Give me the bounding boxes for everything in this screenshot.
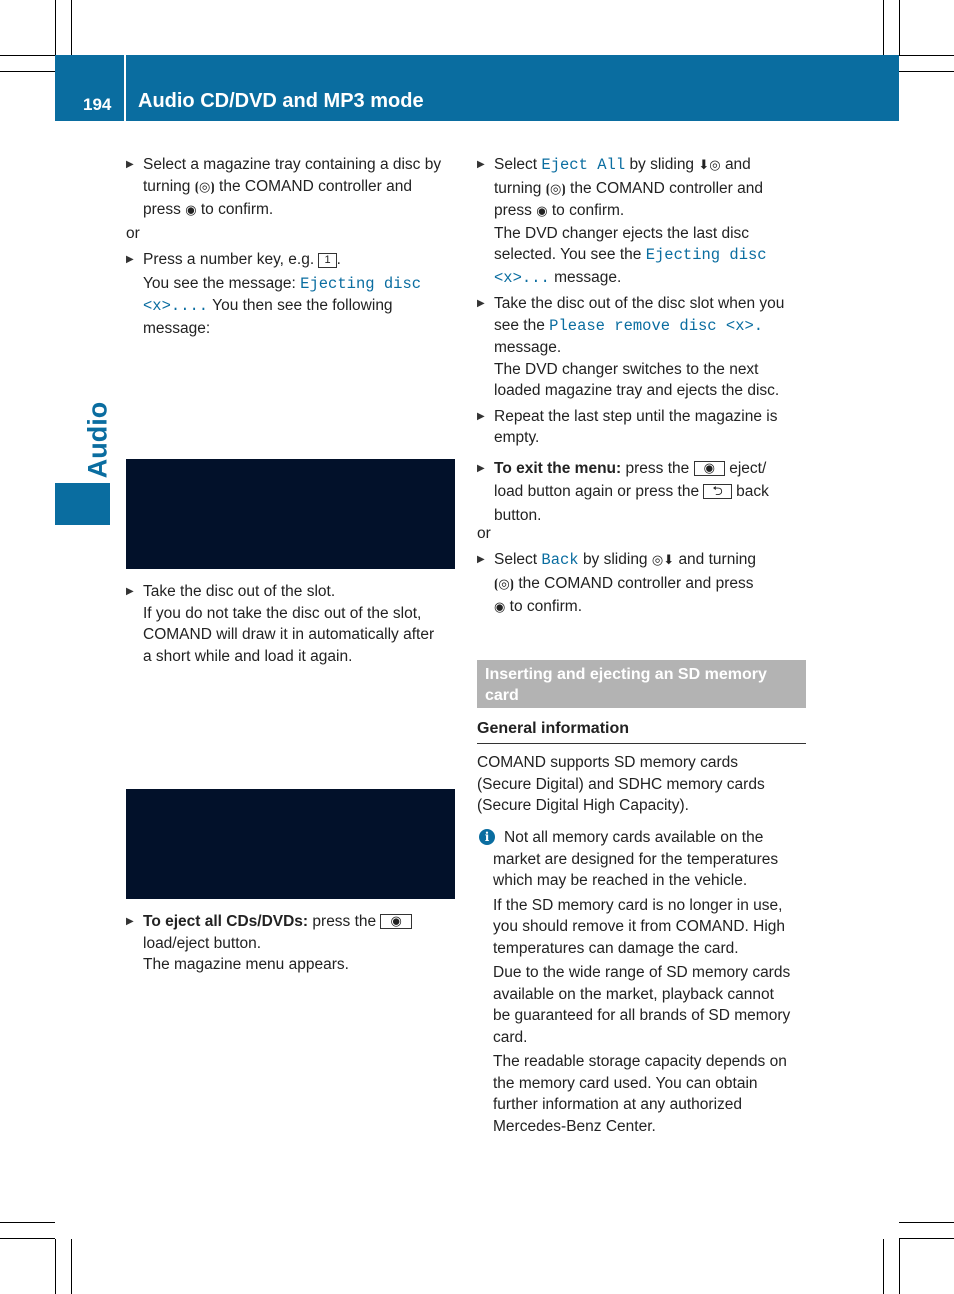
page-number: 194 xyxy=(83,95,112,114)
crop-mark xyxy=(883,0,884,55)
eject-button-icon: ◉ xyxy=(694,461,725,476)
subheading-rule xyxy=(477,743,806,744)
step-text: Select a magazine tray containing a disc by xyxy=(143,156,442,173)
arrow-icon: ▶ xyxy=(126,916,134,927)
arrow-icon: ▶ xyxy=(477,410,485,422)
paragraph-text: (Secure Digital) and SDHC memory cards xyxy=(477,775,765,793)
general-info-paragraph xyxy=(477,752,812,817)
step-text: ⦗◎⦘ the COMAND controller and press xyxy=(494,574,754,592)
arrow-icon: ▶ xyxy=(126,159,134,170)
arrow-icon: ▶ xyxy=(126,586,134,597)
crop-mark xyxy=(899,1239,900,1294)
note-text: which may be reached in the vehicle. xyxy=(493,872,748,889)
step-text: If you do not take the disc out of the slot, xyxy=(143,604,422,622)
left-steps-3 xyxy=(126,581,461,667)
side-tab-label: Audio xyxy=(82,401,113,479)
controller-turn-icon: ⦗◎⦘ xyxy=(494,576,515,592)
info-icon: i xyxy=(479,829,495,845)
menu-item-label: Back xyxy=(541,551,579,569)
eject-button-icon: ◉ xyxy=(380,914,411,929)
crop-mark xyxy=(55,0,56,55)
crop-mark xyxy=(899,1238,954,1239)
step-text: The magazine menu appears. xyxy=(143,956,349,973)
step-text: loaded magazine tray and ejects the disc. xyxy=(494,382,780,399)
step-text: Select Eject All by sliding ⬇◎ and xyxy=(494,156,751,174)
step-text: turning ⦗◎⦘ the COMAND controller and xyxy=(143,177,413,195)
page-title: Audio CD/DVD and MP3 mode xyxy=(138,90,424,112)
crop-mark xyxy=(899,1222,954,1223)
display-screenshot xyxy=(126,789,455,899)
list-item xyxy=(477,549,812,619)
step-text: load/eject button. xyxy=(143,934,262,952)
menu-item-label: Eject All xyxy=(541,156,626,174)
controller-turn-icon: ⦗◎⦘ xyxy=(545,181,566,197)
step-text: selected. You see the Ejecting disc xyxy=(494,246,767,264)
crop-mark xyxy=(55,1239,56,1294)
step-text: To eject all CDs/DVDs: press the ◉ xyxy=(143,911,461,933)
press-icon: ◉ xyxy=(494,600,506,615)
left-steps-2 xyxy=(126,249,461,339)
step-text: empty. xyxy=(494,429,540,446)
step-text: Repeat the last step until the magazine is xyxy=(494,407,778,425)
note-text: Mercedes-Benz Center. xyxy=(493,1117,656,1135)
crop-mark xyxy=(899,71,954,72)
slide-down-icon: ⬇◎ xyxy=(698,158,721,173)
display-message: <x>... xyxy=(494,268,550,287)
note-text: the memory card used. You can obtain xyxy=(493,1074,758,1092)
step-text: press ◉ to confirm. xyxy=(143,201,274,218)
step-text: turning ⦗◎⦘ the COMAND controller and xyxy=(494,179,764,197)
crop-mark xyxy=(883,1239,884,1294)
left-steps-4 xyxy=(126,911,461,976)
section-heading: Inserting and ejecting an SD memory card xyxy=(485,666,767,704)
step-text: Take the disc out of the disc slot when you xyxy=(494,295,785,312)
note-text: The readable storage capacity depends on xyxy=(493,1053,787,1070)
info-note xyxy=(477,827,812,1137)
crop-mark xyxy=(899,0,900,55)
press-icon: ◉ xyxy=(536,204,548,219)
step-text: Select Back by sliding ◎⬇ and turning xyxy=(494,551,756,569)
right-steps-back xyxy=(477,549,812,619)
list-item xyxy=(126,581,461,667)
step-text: COMAND will draw it in automatically after xyxy=(143,626,435,643)
note-text: If the SD memory card is no longer in use, xyxy=(493,896,783,914)
crop-mark xyxy=(0,1222,55,1223)
note-text: market are designed for the temperatures xyxy=(493,850,779,868)
note-text: further information at any authorized xyxy=(493,1096,742,1113)
crop-mark xyxy=(0,71,55,72)
step-text: You see the message: Ejecting disc xyxy=(143,274,422,293)
crop-mark xyxy=(0,1238,55,1239)
side-tab xyxy=(55,483,110,525)
note-text: be guaranteed for all brands of SD memory xyxy=(493,1007,791,1024)
paragraph-text: (Secure Digital High Capacity). xyxy=(477,797,689,814)
list-item xyxy=(477,406,812,449)
step-text: load button again or press the ⮌ back xyxy=(494,483,769,500)
step-text: To exit the menu: press the ◉ eject/ xyxy=(494,459,767,477)
back-button-icon: ⮌ xyxy=(703,484,731,499)
list-item xyxy=(477,458,812,527)
right-steps xyxy=(477,154,812,526)
step-text: button. xyxy=(494,506,542,524)
step-text: message. xyxy=(494,339,562,356)
arrow-icon: ▶ xyxy=(477,462,485,474)
crop-mark xyxy=(71,0,72,55)
list-item xyxy=(126,249,461,339)
step-text: Press a number key, e.g. 1 . xyxy=(143,251,341,268)
step-text: The DVD changer ejects the last disc xyxy=(494,224,750,242)
crop-mark xyxy=(0,55,55,56)
list-item xyxy=(477,154,812,289)
note-text: Not all memory cards available on the xyxy=(504,829,764,846)
step-text: <x>... message. xyxy=(494,268,622,287)
step-text: press ◉ to confirm. xyxy=(494,202,625,219)
step-text: The DVD changer switches to the next xyxy=(494,360,759,378)
or-label: or xyxy=(477,525,491,542)
left-steps-top xyxy=(126,154,461,222)
display-screenshot xyxy=(126,459,455,569)
list-item xyxy=(126,154,461,222)
press-icon: ◉ xyxy=(185,203,197,218)
header-divider xyxy=(124,55,126,121)
step-text: Take the disc out of the slot. xyxy=(143,583,336,600)
crop-mark xyxy=(899,55,954,56)
step-text: a short while and load it again. xyxy=(143,647,353,665)
number-key-icon: 1 xyxy=(318,253,336,268)
list-item xyxy=(126,911,461,976)
controller-turn-icon: ⦗◎⦘ xyxy=(194,179,215,195)
step-text: message: xyxy=(143,319,211,337)
display-message: Please remove disc <x>. xyxy=(549,316,764,335)
note-text: temperatures can damage the card. xyxy=(493,939,739,957)
crop-mark xyxy=(71,1239,72,1294)
step-text: <x>.... You then see the following xyxy=(143,297,393,315)
step-text: see the Please remove disc <x>. xyxy=(494,316,764,335)
slide-down-icon: ◎⬇ xyxy=(651,553,675,568)
list-item xyxy=(477,293,812,402)
arrow-icon: ▶ xyxy=(477,298,485,309)
note-text: card. xyxy=(493,1028,528,1046)
note-text: Due to the wide range of SD memory cards xyxy=(493,964,791,981)
display-message: Ejecting disc xyxy=(300,274,422,293)
subheading: General information xyxy=(477,720,630,737)
display-message: <x>.... xyxy=(143,297,209,315)
step-text: ◉ to confirm. xyxy=(494,598,583,615)
arrow-icon: ▶ xyxy=(477,554,485,565)
arrow-icon: ▶ xyxy=(126,254,134,265)
or-label: or xyxy=(126,225,140,242)
arrow-icon: ▶ xyxy=(477,159,485,170)
note-text: you should remove it from COMAND. High xyxy=(493,918,786,935)
display-message: Ejecting disc xyxy=(645,246,767,264)
paragraph-text: COMAND supports SD memory cards xyxy=(477,754,738,771)
note-text: available on the market, playback cannot xyxy=(493,985,774,1003)
